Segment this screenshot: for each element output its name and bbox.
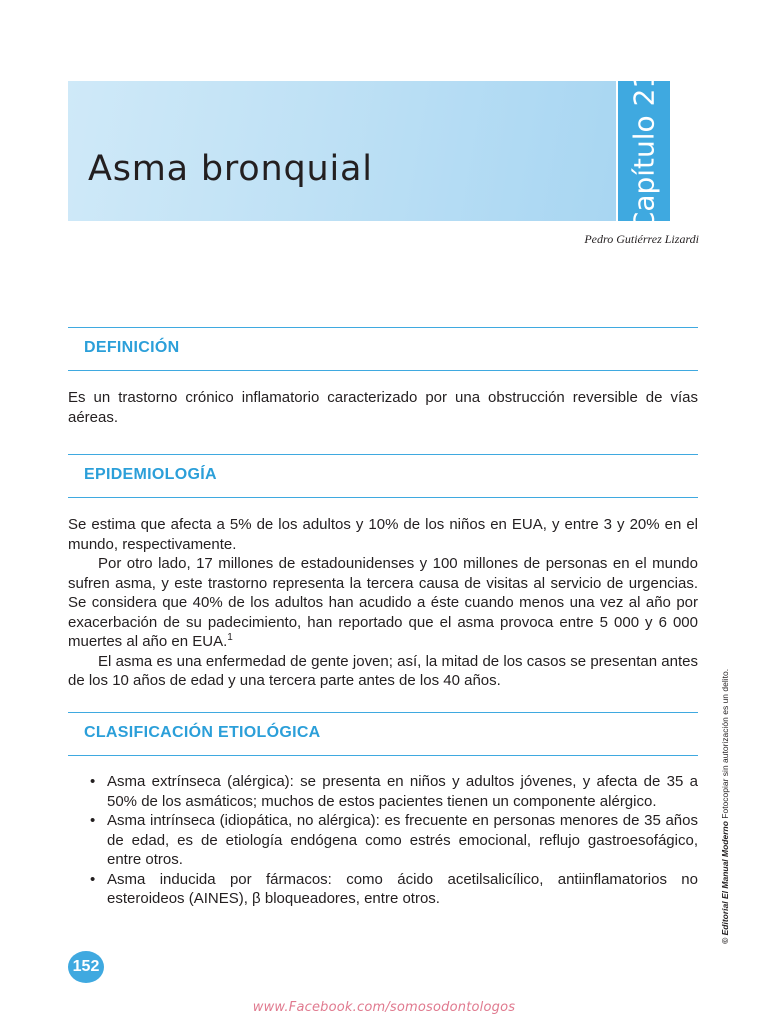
section-header-definicion [68,327,698,371]
paragraph: Se estima que afecta a 5% de los adultos y 10% de los niños en EUA, y entre 3 y 20% en el mundo, respectivamente. [68,516,698,553]
chapter-tab [618,70,670,232]
bullet-icon: • [90,812,96,829]
definition-text [68,388,698,427]
list-item-text: Asma inducida por fármacos: como ácido acetilsalicílico, antiinflamatorios no esteroideos (AINES), β bloqueadores, entre otros. [107,870,698,907]
author-name: Pedro Gutiérrez Lizardi [584,232,699,246]
paragraph: Es un trastorno crónico inflamatorio caracterizado por una obstrucción reversible de vías aéreas. [68,389,698,426]
publisher-name: © Editorial El Manual Moderno [720,821,730,944]
paragraph: El asma es una enfermedad de gente joven; así, la mitad de los casos se presentan antes de los 10 años de edad y una tercera parte antes de los 40 años. [68,652,698,689]
epidemiology-text [68,515,698,691]
chapter-label: Capítulo 21 [627,70,661,232]
chapter-title: Asma bronquial [88,149,373,190]
list-item [90,772,698,811]
bullet-icon: • [90,773,96,790]
etiology-list [90,772,698,909]
bullet-icon: • [90,870,96,888]
reference-marker: 1 [227,632,233,643]
paragraph-text: Por otro lado, 17 millones de estadounidenses y 100 millones de personas en el mundo sufren asma, y este trastorno representa la tercera causa de visitas al servicio de urgencias. Se considera que 40% de los adultos han acudido a éste cuando menos una vez al año por exacerbación de su padecimiento, han reportado que el asma provoca entre 5 000 y 6 000 muertes al año en EUA. [68,555,698,650]
copyright-warning: Fotocopiar sin autorización es un delito. [720,668,730,822]
list-item [90,811,698,870]
footer-url: www.Facebook.com/somosodontologos [252,1000,516,1015]
section-heading: EPIDEMIOLOGÍA [84,466,217,483]
section-heading: DEFINICIÓN [84,339,180,356]
copyright-notice [720,669,730,944]
section-header-clasificacion [68,712,698,756]
section-header-epidemiologia [68,454,698,498]
list-item-text: Asma intrínseca (idiopática, no alérgica): es frecuente en personas menores de 35 años de edad, es de etiología endógena como estrés emocional, reflujo gastroesofágico, entre otros. [107,812,698,868]
list-item [90,870,698,909]
page-number-badge: 152 [68,951,104,983]
paragraph [68,554,698,652]
list-item-text: Asma extrínseca (alérgica): se presenta en niños y adultos jóvenes, y afecta de 35 a 50% de los asmáticos; muchos de estos pacientes tienen un componente alérgico. [107,773,698,810]
section-heading: CLASIFICACIÓN ETIOLÓGICA [84,724,321,741]
